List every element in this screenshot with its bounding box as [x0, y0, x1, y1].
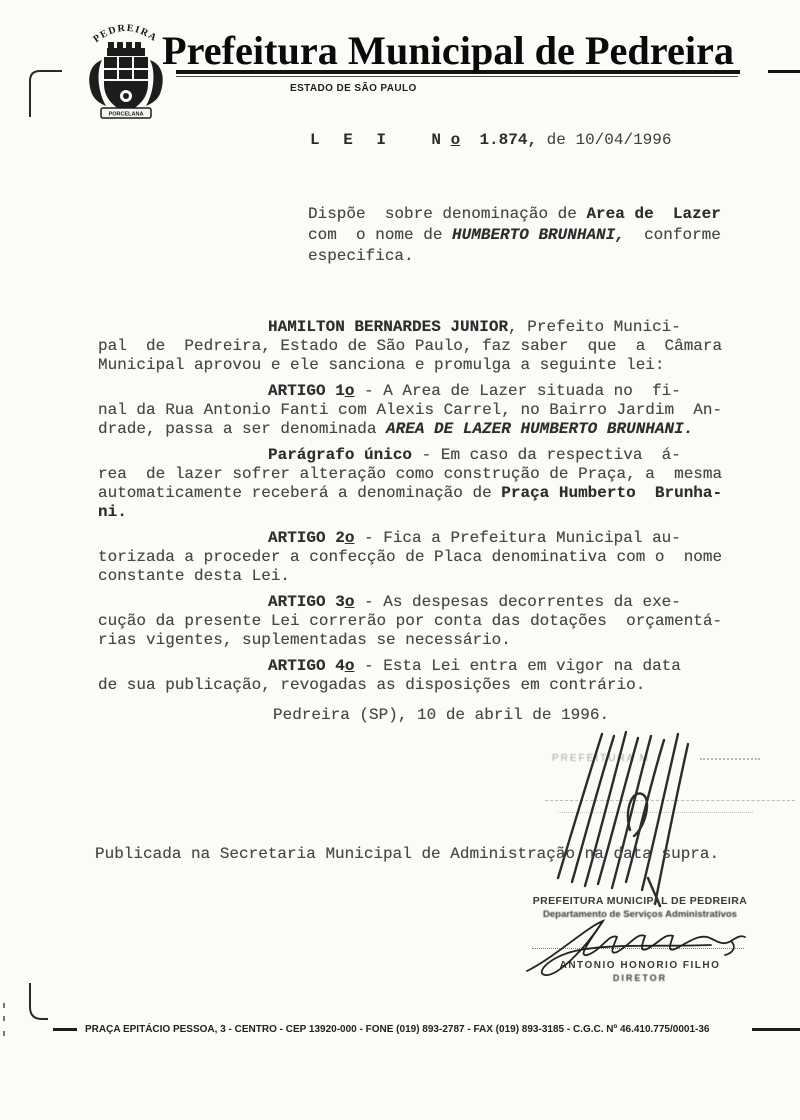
- crest-arc-text: PEDREIRA: [91, 22, 160, 46]
- stamp-department: Departamento de Serviços Administrativos: [543, 909, 737, 920]
- law-number: 1.874,: [460, 131, 547, 149]
- stamp-signer-role: DIRETOR: [612, 973, 668, 983]
- law-heading-lei: L E I: [310, 131, 394, 149]
- footer-rule-right: [752, 1028, 800, 1031]
- law-heading: [310, 131, 671, 149]
- header-subtitle: ESTADO DE SÃO PAULO: [290, 83, 417, 94]
- margin-tick-1: [3, 1003, 5, 1008]
- paragraph-artigo-3: ARTIGO 3o - As despesas decorrentes da exe- cução da presente Lei correrão por conta das dotações orçamentá- rias vigentes, suplementadas se necessário.: [98, 593, 723, 649]
- paragraph-artigo-1: ARTIGO 1o - A Area de Lazer situada no fi- nal da Rua Antonio Fanti com Alexis Carrel, no Bairro Jardim An- drade, passa a ser denominada AREA DE LAZER HUMBERTO BRUNHANI.: [98, 382, 723, 438]
- page-title: Prefeitura Municipal de Pedreira: [162, 28, 734, 73]
- header-rule-right-dash: [768, 70, 800, 73]
- paragraph-artigo-2: ARTIGO 2o - Fica a Prefeitura Municipal au- torizada a proceder a confecção de Placa denominativa com o nome constante desta Lei.: [98, 529, 723, 585]
- law-heading-n: N: [431, 131, 451, 149]
- director-signature-scribble: [515, 905, 765, 985]
- stamp-title: PREFEITURA MUNICIPAL DE PEDREIRA: [532, 895, 748, 907]
- honoree-name: HUMBERTO BRUNHANI,: [452, 226, 625, 244]
- faint-stamp-text: PREFEITURA M: [552, 753, 650, 764]
- mayor-signature-scribble: [530, 718, 750, 918]
- footer-rule-left: [53, 1028, 77, 1031]
- crest-ribbon: [101, 108, 151, 118]
- paragraph-paragrafo-unico: Parágrafo único - Em caso da respectiva á- rea de lazer sofrer alteração como construção de Praça, a mesma automaticamente receberá a denominação de Praça Humberto Brunha- ni.: [98, 446, 723, 521]
- corner-mark-bottom-left: [0, 975, 70, 1035]
- paragraph-artigo-4: ARTIGO 4o - Esta Lei entra em vigor na data de sua publicação, revogadas as disposições em contrário.: [98, 657, 681, 694]
- dateline: Pedreira (SP), 10 de abril de 1996.: [273, 706, 610, 724]
- law-date: de 10/04/1996: [546, 131, 672, 149]
- law-heading-ordinal: o: [450, 131, 461, 149]
- corner-mark-top-left: [0, 55, 70, 125]
- crest-ribbon-text: PORCELANA: [108, 111, 144, 118]
- law-body: [98, 318, 748, 725]
- paragraph-preamble: HAMILTON BERNARDES JUNIOR, Prefeito Munici- pal de Pedreira, Estado de São Paulo, faz saber que a Câmara Municipal aprovou e ele sanciona e promulga a seguinte lei:: [98, 318, 723, 374]
- footer-address: PRAÇA EPITÁCIO PESSOA, 3 - CENTRO - CEP 13920-000 - FONE (019) 893-2787 - FAX (019) 893-3185 - C.G.C. Nº 46.410.775/0001-36: [85, 1024, 710, 1035]
- header-rule-thin: [162, 76, 738, 77]
- crest-crown: [107, 42, 145, 56]
- stamp-signer-name: ANTONIO HONORIO FILHO: [559, 960, 721, 971]
- header-title-block: [160, 26, 750, 74]
- publication-note: Publicada na Secretaria Municipal de Administração na data supra.: [95, 845, 720, 863]
- margin-tick-3: [3, 1031, 5, 1036]
- ementa-block: Dispõe sobre denominação de Area de Lazer com o nome de HUMBERTO BRUNHANI, conforme especifica.: [308, 205, 721, 265]
- margin-tick-2: [3, 1016, 5, 1021]
